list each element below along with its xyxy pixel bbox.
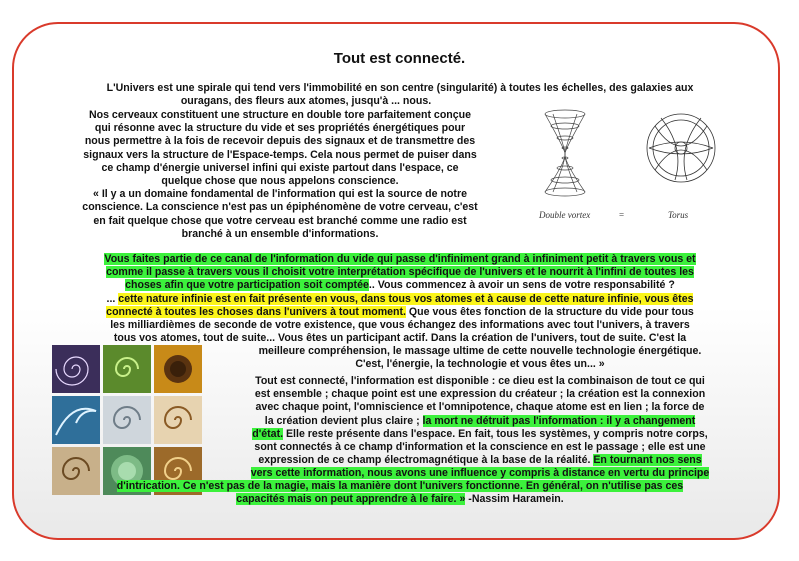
double-vortex-torus-figure [525, 96, 733, 224]
wave-icon [52, 396, 100, 444]
author-name: -Nassim Haramein. [465, 493, 564, 506]
fern-icon [103, 345, 151, 393]
consciousness-paragraph-end: meilleure compréhension, le massage ultime de cette nouvelle technologie énergétique. C'est, l'énergie, la technologie et vous êtes un... » [258, 345, 702, 371]
brain-paragraph: Nos cerveaux constituent une structure en double tore parfaitement conçue qui résonne avec la structure du vide et ses propriétés énergétiques pour nous permettre à la fois de recevoir depuis des signaux et de transmettre des signaux vers la structure de l'Espace-temps. Cela nous permet de puiser dans ce champ d'énergie universel infini qui existe partout dans l'espace, ce quelque chose que nous appelons conscience. « Il y a un domaine fondamental de l'information qui est la source de notre conscience. La conscience n'est pas un épiphénomène de votre cerveau, c'est en fait quelque chose que votre cerveau est branché comme une radio est branché à un ensemble d'informations. [82, 109, 478, 240]
vortex-diagram [525, 96, 733, 224]
nautilus-icon [154, 396, 202, 444]
intro-paragraph: L'Univers est une spirale qui tend vers l'immobilité en son centre (singularité) à toutes les échelles, des galaxies aux ouragans, des fleurs aux atomes, jusqu'à ... nous. [106, 82, 694, 108]
spiral-galaxy-icon [52, 345, 100, 393]
page-title: Tout est connecté. [333, 50, 466, 67]
figure-label-right: Torus [668, 210, 689, 220]
figure-label-left: Double vortex [539, 210, 591, 220]
collage-grid [52, 345, 202, 495]
connected-paragraph: Tout est connecté, l'information est disponible : ce dieu est la combinaison de tout ce qui est ensemble ; chaque point est une expression du créateur ; la création est la connexion avec chaque point, l'omniscience et l'omnipotence, chaque atome est en lien ; la force de la création devient plus claire ; la mort ne détruit pas l'information : il y a changement d'état. Elle reste présente dans l'espace. En fait, tous les systèmes, y compris notre corps, sont connectés à ce champ d'information et la conscience en est le passage ; elle est une expression de ce champ électromagnétique à la base de la réalité. En tournant nos sens vers cette information, nous avons une influence y compris à distance en vertu du principe [250, 375, 710, 480]
nature-spirals-collage [52, 345, 202, 495]
hurricane-icon [103, 396, 151, 444]
figure-equals: = [619, 210, 625, 220]
consciousness-paragraph: Vous faites partie de ce canal de l'information du vide qui passe d'infiniment grand à infiniment petit à travers vous et comme il passe à travers vous il choisit votre interprétation spécifique de l'univers et le nourrit à l'infini de toutes les choses afin que votre participation soit comptée.. Vous commencez à avoir un sens de votre responsabilité ? ... cette nature infinie est en fait présente en vous, dans tous vos atomes et à cause de cette nature infinie, vous êtes connecté à toutes les choses dans l'univers à tout moment. Que vous êtes fonction de la structure du vide pour tous les milliardièmes de seconde de votre existence, que vous échangez des informations avec tout l'univers, à travers tous vos atomes, tout de suite... Vous êtes un participant actif. Dans la création de l'univers, tout de suite. C'est la [104, 253, 696, 345]
closing-paragraph: d'intrication. Ce n'est pas de la magie, mais la manière dont l'univers fonctionne. En général, on n'utilise pas ces capacités mais on peut apprendre à le faire. » -Nassim Haramein. [116, 480, 684, 506]
